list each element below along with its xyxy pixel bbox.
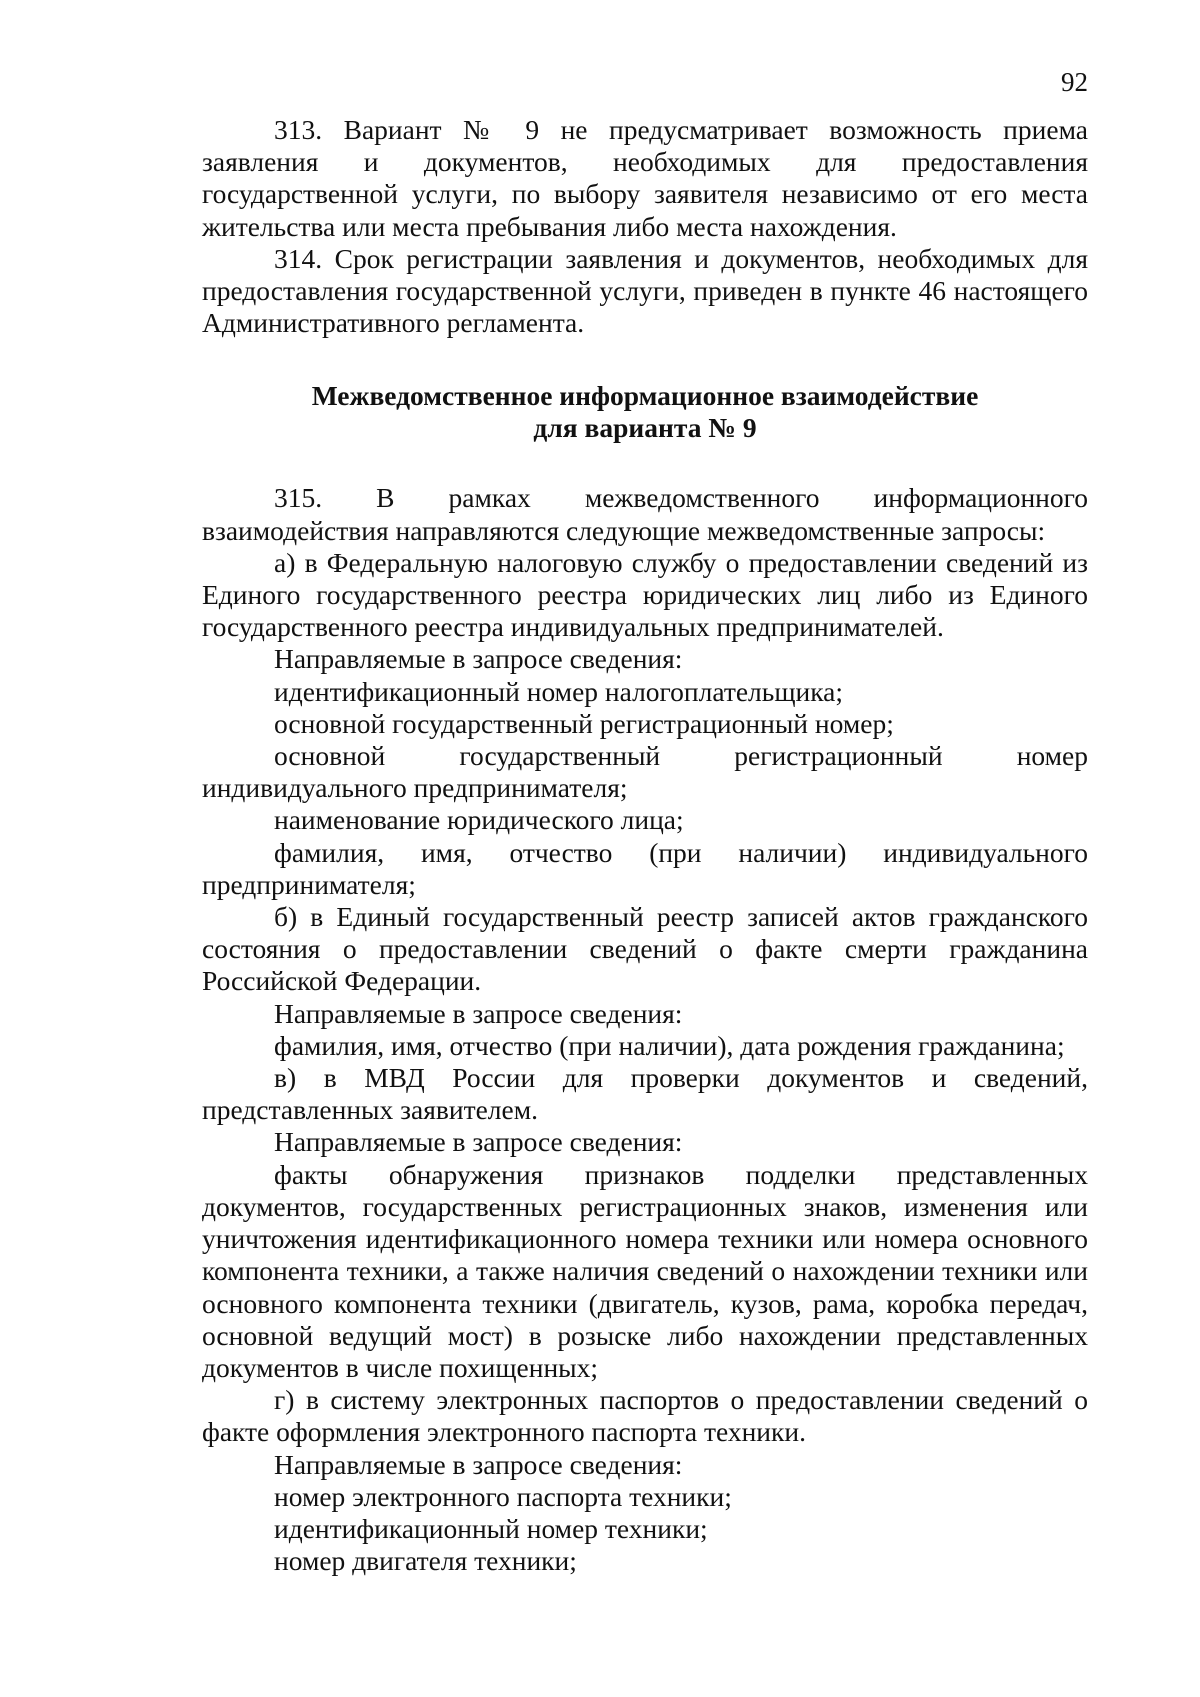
subparagraph-a-label: Направляемые в запросе сведения: <box>274 643 683 675</box>
document-body <box>202 114 1088 1577</box>
list-item: основной государственный регистрационный номер; <box>274 707 894 739</box>
list-item: идентификационный номер налогоплательщика; <box>274 675 844 707</box>
list-item: фамилия, имя, отчество (при наличии), дата рождения гражданина; <box>274 1029 1065 1061</box>
list-item: основной государственный регистрационный номер индивидуального предпринимателя; <box>202 740 1088 804</box>
paragraph-314: 314. Срок регистрации заявления и документов, необходимых для предоставления государственной услуги, приведен в пункте 46 настоящего Административного регламента. <box>202 242 1088 339</box>
subparagraph-g-label: Направляемые в запросе сведения: <box>274 1448 683 1480</box>
paragraph-313: 313. Вариант № 9 не предусматривает возможность приема заявления и документов, необходимых для предоставления государственной услуги, по выбору заявителя независимо от его места жительства или места пребывания либо места нахождения. <box>202 114 1088 242</box>
page-number: 92 <box>1061 67 1088 97</box>
subparagraph-b: б) в Единый государственный реестр записей актов гражданского состояния о предоставлении сведений о факте смерти гражданина Российской Федерации. <box>202 901 1088 997</box>
list-item: фамилия, имя, отчество (при наличии) индивидуального предпринимателя; <box>202 836 1088 900</box>
list-item: наименование юридического лица; <box>274 804 684 836</box>
list-item: идентификационный номер техники; <box>274 1512 708 1544</box>
list-item: номер электронного паспорта техники; <box>274 1480 732 1512</box>
subparagraph-b-label: Направляемые в запросе сведения: <box>274 997 683 1029</box>
paragraph-315: 315. В рамках межведомственного информационного взаимодействия направляются следующие межведомственные запросы: <box>202 482 1088 546</box>
subparagraph-g: г) в систему электронных паспортов о предоставлении сведений о факте оформления электронного паспорта техники. <box>202 1384 1088 1448</box>
section-heading <box>202 380 1088 444</box>
section-heading-line-2: для варианта № 9 <box>533 412 757 444</box>
subparagraph-v: в) в МВД России для проверки документов и сведений, представленных заявителем. <box>202 1062 1088 1126</box>
subparagraph-a: а) в Федеральную налоговую службу о предоставлении сведений из Единого государственного реестра юридических лиц либо из Единого государственного реестра индивидуальных предпринимателей. <box>202 546 1088 643</box>
subparagraph-v-label: Направляемые в запросе сведения: <box>274 1126 683 1158</box>
list-item: факты обнаружения признаков подделки представленных документов, государственных регистрационных знаков, изменения или уничтожения идентификационного номера техники или номера основного компонента техники, а также наличия сведений о нахождении техники или основного компонента техники (двигатель, кузов, рама, коробка передач, основной ведущий мост) в розыске либо нахождении представленных документов в числе похищенных; <box>202 1158 1088 1383</box>
list-item: номер двигателя техники; <box>274 1545 577 1577</box>
section-heading-line-1: Межведомственное информационное взаимодействие <box>311 380 979 412</box>
